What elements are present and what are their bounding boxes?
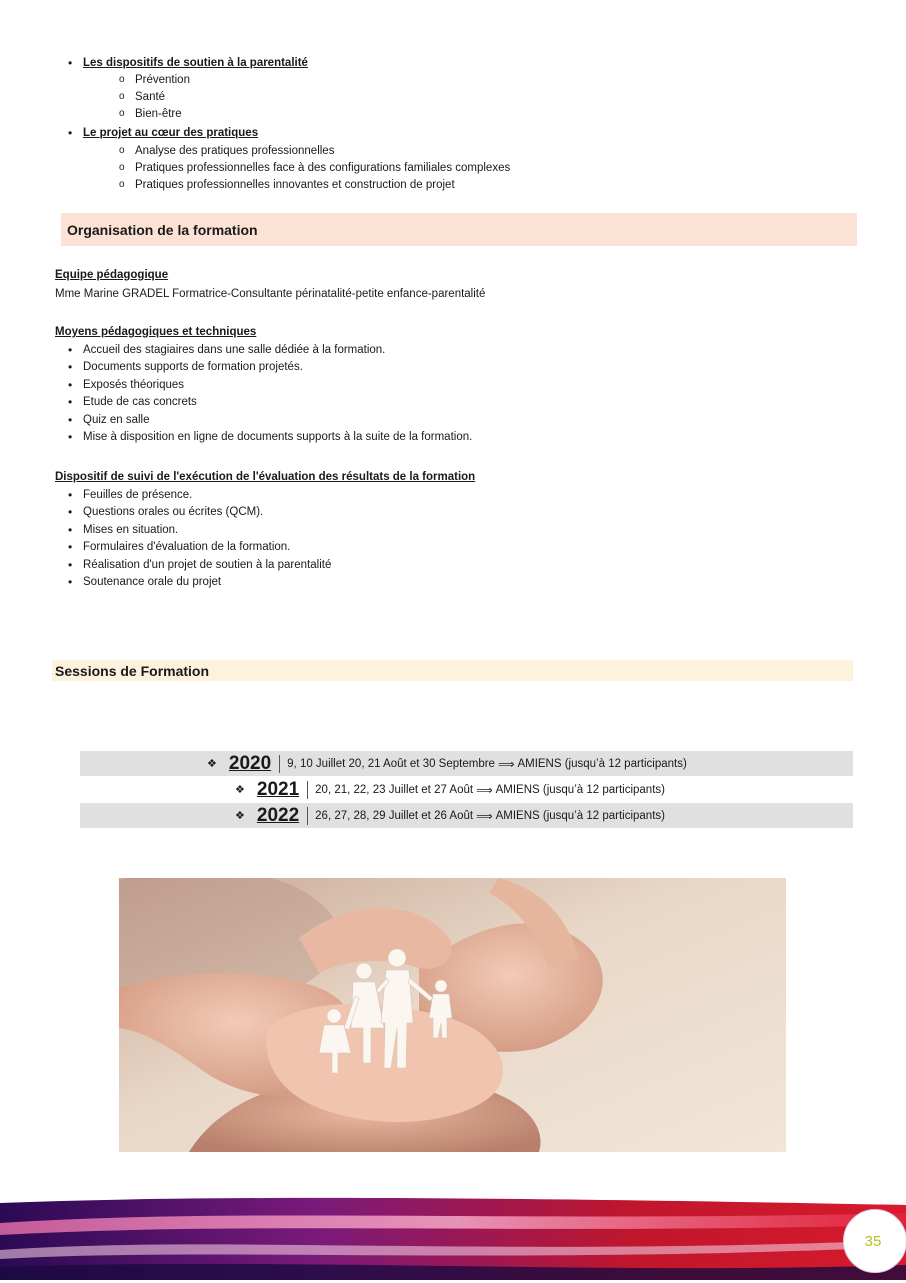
equipe-text: Mme Marine GRADEL Formatrice-Consultante périnatalité-petite enfance-parentalité bbox=[55, 288, 486, 300]
list-item: • Questions orales ou écrites (QCM). bbox=[55, 504, 875, 521]
session-row-2021 bbox=[80, 777, 853, 802]
top-list bbox=[55, 55, 855, 194]
session-place: AMIENS (jusqu’à 12 participants) bbox=[495, 783, 665, 796]
moyens-heading: Moyens pédagogiques et techniques bbox=[55, 326, 257, 338]
list-subitem: o Analyse des pratiques professionnelles bbox=[55, 143, 855, 160]
family-hands-photo bbox=[119, 878, 786, 1152]
separator bbox=[279, 755, 280, 773]
session-row-2020 bbox=[80, 751, 853, 776]
list-item: • Soutenance orale du projet bbox=[55, 574, 875, 591]
list-subitem: o Bien-être bbox=[55, 106, 855, 123]
list-item-title: Les dispositifs de soutien à la parentalité bbox=[83, 57, 308, 69]
double-arrow-icon: ⟹ bbox=[476, 810, 493, 823]
list-item: • Etude de cas concrets bbox=[55, 394, 855, 411]
list-subitem: o Pratiques professionnelles innovantes et construction de projet bbox=[55, 177, 855, 194]
session-year: 2022 bbox=[256, 804, 300, 826]
list-item: • Quiz en salle bbox=[55, 412, 855, 429]
separator bbox=[307, 781, 308, 799]
dispositif-heading: Dispositif de suivi de l'exécution de l'évaluation des résultats de la formation bbox=[55, 471, 476, 483]
session-dates: 20, 21, 22, 23 Juillet et 27 Août bbox=[315, 783, 474, 796]
list-item-title: Le projet au cœur des pratiques bbox=[83, 127, 259, 140]
moyens-block bbox=[55, 324, 855, 446]
session-year: 2020 bbox=[228, 752, 272, 774]
page-number: 35 bbox=[864, 1232, 882, 1250]
list-subitem: o Pratiques professionnelles face à des configurations familiales complexes bbox=[55, 160, 855, 177]
sessions-section-band bbox=[52, 660, 853, 681]
session-row-2022 bbox=[80, 803, 853, 828]
list-subitem: o Santé bbox=[55, 89, 855, 106]
organisation-section-band bbox=[61, 213, 857, 246]
sessions-section-title: Sessions de Formation bbox=[55, 662, 210, 679]
list-item: • Réalisation d'un projet de soutien à la parentalité bbox=[55, 557, 875, 574]
list-subitem: o Prévention bbox=[55, 72, 855, 89]
organisation-section-title: Organisation de la formation bbox=[67, 221, 258, 238]
session-dates: 26, 27, 28, 29 Juillet et 26 Août bbox=[315, 809, 474, 822]
separator bbox=[307, 807, 308, 825]
family-hands-illustration bbox=[119, 878, 786, 1152]
list-item: • Exposés théoriques bbox=[55, 377, 855, 394]
footer-wave-decoration bbox=[0, 1195, 906, 1280]
equipe-block bbox=[55, 267, 855, 305]
double-arrow-icon: ⟹ bbox=[497, 758, 515, 771]
session-dates: 9, 10 Juillet 20, 21 Août et 30 Septembre bbox=[287, 757, 495, 770]
footer-wave-graphic bbox=[0, 1195, 906, 1280]
diamond-bullet-icon: ❖ bbox=[235, 810, 245, 822]
list-item: • Mises en situation. bbox=[55, 522, 875, 539]
list-item: • Accueil des stagiaires dans une salle dédiée à la formation. bbox=[55, 342, 855, 359]
list-item bbox=[55, 125, 855, 142]
diamond-bullet-icon: ❖ bbox=[207, 758, 217, 770]
equipe-heading: Equipe pédagogique bbox=[55, 269, 169, 281]
list-item: • Documents supports de formation projetés. bbox=[55, 359, 855, 376]
list-item: • Mise à disposition en ligne de documents supports à la suite de la formation. bbox=[55, 429, 855, 446]
double-arrow-icon: ⟹ bbox=[476, 784, 493, 797]
list-item: • Formulaires d'évaluation de la formation. bbox=[55, 539, 875, 556]
diamond-bullet-icon: ❖ bbox=[235, 784, 245, 796]
page-number-circle bbox=[843, 1209, 906, 1273]
session-year: 2021 bbox=[256, 778, 300, 800]
list-item bbox=[55, 55, 855, 72]
list-item: • Feuilles de présence. bbox=[55, 487, 875, 504]
session-place: AMIENS (jusqu’à 12 participants) bbox=[517, 757, 687, 770]
dispositif-block bbox=[55, 469, 875, 591]
session-place: AMIENS (jusqu’à 12 participants) bbox=[495, 809, 665, 822]
